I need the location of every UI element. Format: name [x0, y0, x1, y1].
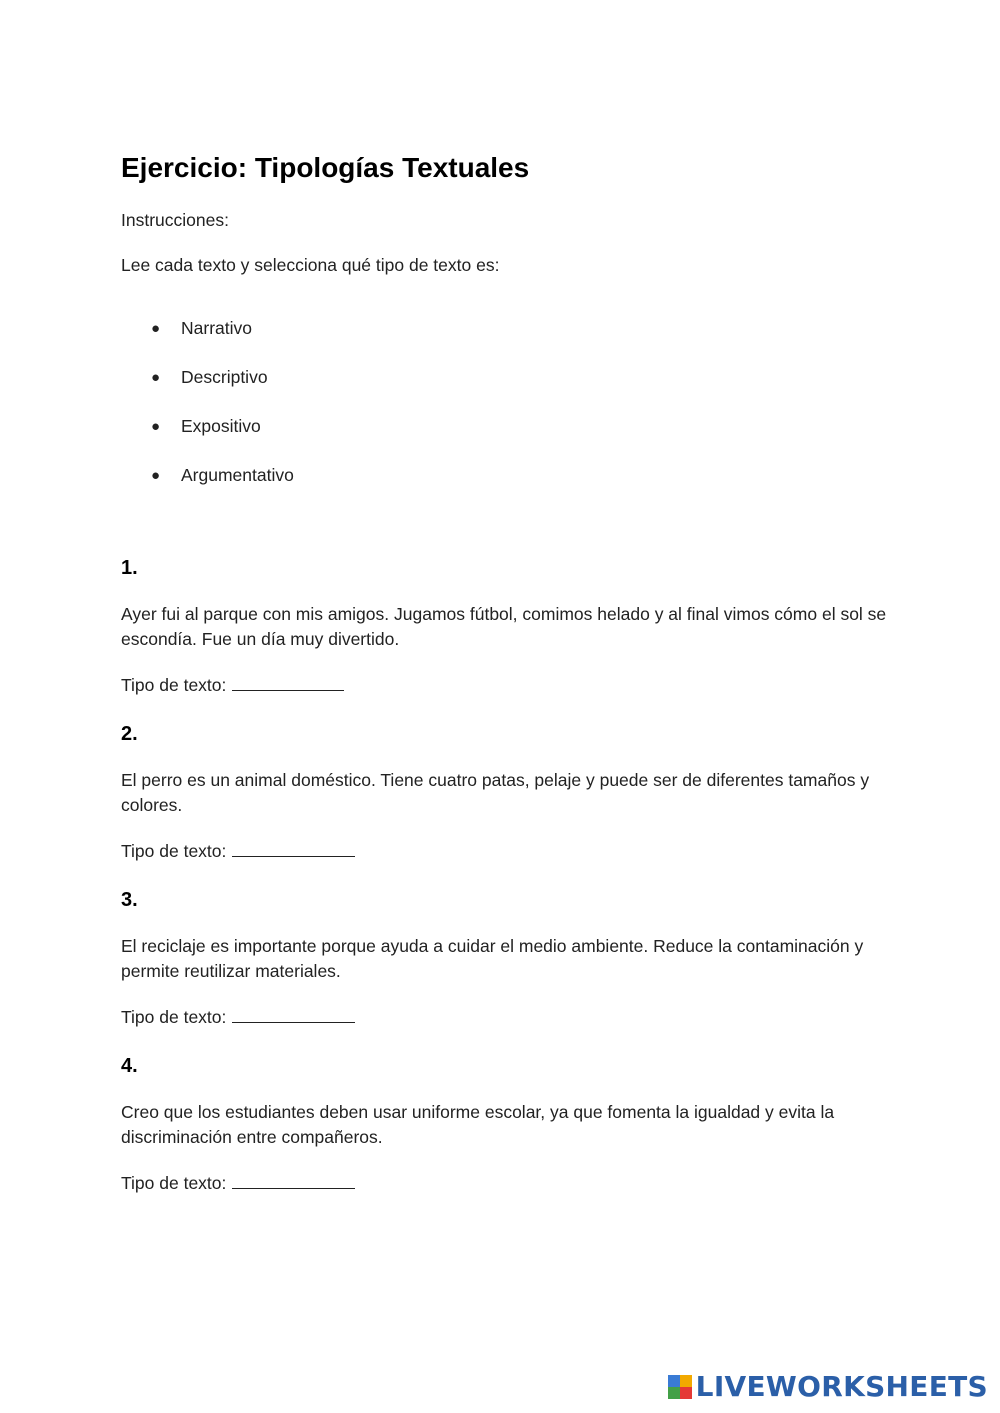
question-4-number: 4. [121, 1055, 138, 1077]
logo-square-bl [668, 1387, 680, 1399]
bullet-icon: ● [151, 418, 161, 435]
liveworksheets-branding [668, 1370, 988, 1403]
question-2-answer [121, 838, 355, 864]
answer-blank-1[interactable] [232, 672, 344, 691]
question-4-text: Creo que los estudiantes deben usar uniforme escolar, ya que fomenta la igualdad y evita la discriminación entre compañeros. [121, 1102, 835, 1147]
bullet-icon: ● [151, 369, 161, 386]
answer-label: Tipo de texto: [121, 675, 227, 695]
instructions-label: Instrucciones: [121, 210, 229, 230]
question-1-answer [121, 672, 344, 698]
question-1-text: Ayer fui al parque con mis amigos. Jugamos fútbol, comimos helado y al final vimos cómo el sol se escondía. Fue un día muy divertido. [121, 604, 887, 649]
answer-blank-2[interactable] [232, 838, 355, 857]
question-3-text: El reciclaje es importante porque ayuda a cuidar el medio ambiente. Reduce la contaminación y permite reutilizar materiales. [121, 936, 864, 981]
option-argumentativo: Argumentativo [181, 465, 294, 485]
logo-square-tr [680, 1375, 692, 1387]
question-3-number: 3. [121, 889, 138, 911]
question-1-number: 1. [121, 557, 138, 579]
question-2-text: El perro es un animal doméstico. Tiene cuatro patas, pelaje y puede ser de diferentes tamaños y colores. [121, 770, 870, 815]
answer-blank-4[interactable] [232, 1170, 355, 1189]
answer-blank-3[interactable] [232, 1004, 355, 1023]
answer-label: Tipo de texto: [121, 841, 227, 861]
liveworksheets-logo-icon [668, 1375, 692, 1399]
question-3-answer [121, 1004, 355, 1030]
logo-square-br [680, 1387, 692, 1399]
page-title: Ejercicio: Tipologías Textuales [121, 152, 530, 183]
bullet-icon: ● [151, 467, 161, 484]
answer-label: Tipo de texto: [121, 1007, 227, 1027]
option-narrativo: Narrativo [181, 318, 252, 338]
bullet-icon: ● [151, 320, 161, 337]
logo-square-tl [668, 1375, 680, 1387]
question-2-number: 2. [121, 723, 138, 745]
answer-label: Tipo de texto: [121, 1173, 227, 1193]
option-descriptivo: Descriptivo [181, 367, 268, 387]
option-expositivo: Expositivo [181, 416, 261, 436]
liveworksheets-wordmark: LIVEWORKSHEETS [695, 1370, 988, 1403]
instructions-text: Lee cada texto y selecciona qué tipo de texto es: [121, 255, 500, 275]
question-4-answer [121, 1170, 355, 1196]
